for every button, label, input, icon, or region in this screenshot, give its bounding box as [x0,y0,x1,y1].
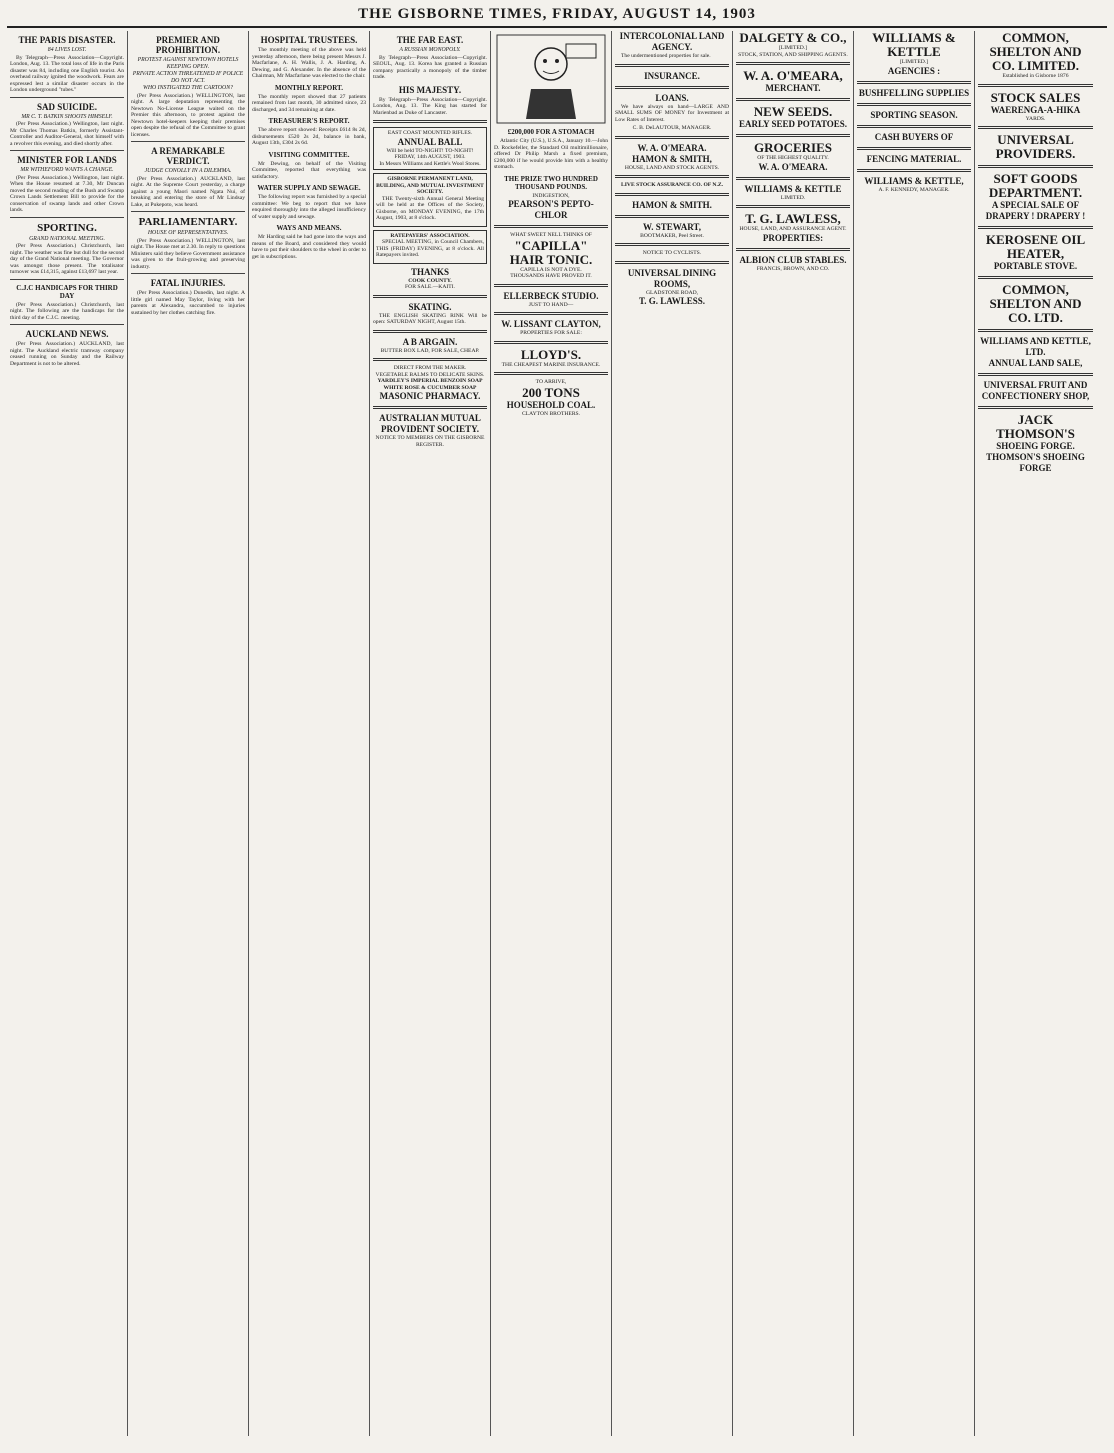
advert-universal-fruit-shop: UNIVERSAL FRUIT AND CONFECTIONERY SHOP, [981,380,1090,401]
advert-w-stewart: W. STEWART, [643,221,701,232]
advert-williams-kettle-footer: WILLIAMS & KETTLE, [864,175,964,186]
advert-direct-from-maker: DIRECT FROM THE MAKER. [393,365,467,371]
column-8: WILLIAMS & KETTLE [LIMITED.] AGENCIES : BUSHFELLING SUPPLIES SPORTING SEASON. CASH BUYERS OF FENCING MATERIAL. WILLIAMS & KETTLE, A. F. KENNEDY, MANAGER. [854,31,975,1436]
advert-ratepayers: RATEPAYERS' ASSOCIATION. SPECIAL MEETING, in Council Chambers, THIS (FRIDAY) EVENING, at 8 o'clock. All Ratepayers invited. [373,230,487,264]
newspaper-page [7,4,1107,1444]
columns [7,31,1107,1436]
column-4: THE FAR EAST. A RUSSIAN MONOPOLY. By Telegraph—Press Association—Copyright. SEOUL, Aug. 13. Korea has granted a Russian company practically a monopoly of the timber trade. HIS MAJESTY. By Telegraph—Press Association—Copyright. London, Aug. 13. The King has started for Marienbad as Duke of Lancaster. EAST COAST MOUNTED RIFLES. ANNUAL BALL Will be held TO-NIGHT! TO-NIGHT! FRIDAY, 14th AUGUST, 1903. In Messrs Williams and Kettle's Wool Stores. GISBORNE PERMANENT LAND, BUILDING, AND MUTUAL INVESTMENT SOCIETY. THE Twenty-sixth Annual General Meeting will be held at the Offices of the Society, Gisborne, on MONDAY EVENING, the 17th August, 1903, at 8 o'clock. RATEPAYERS' ASSOCIATION. SPECIAL MEETING, in Council Chambers, THIS (FRIDAY) EVENING, at 8 o'clock. All Ratepayers invited. THANKS COOK COUNTY. FOR SALE.—KAITI. SKATING. THE ENGLISH SKATING RINK Will be open: SATURDAY NIGHT, August 15th. A B ARGAIN. BUTTER BOX LAD, FOR SALE, CHEAP. DIRECT FROM THE MAKER. VEGETABLE BALMS TO DELICATE SKINS. YARDLEY'S IMPERIAL BENZOIN SOAP WHITE ROSE & CUCUMBER SOAP MASONIC PHARMACY. AUSTRALIAN MUTUAL PROVIDENT SOCIETY. NOTICE TO MEMBERS ON THE GISBORNE REGISTER. [370,31,491,1436]
article-body: (Per Press Association.) WELLINGTON, last night. The House met at 2.30. In reply to questions Ministers said they believe Government assistance was given to the fruit-growing and preserving industry. [131,237,245,270]
stomach-advert-illustration [496,34,606,124]
headline-sporting: SPORTING. [37,221,97,234]
column-7: DALGETY & CO., [LIMITED.] STOCK, STATION, AND SHIPPING AGENTS. W. A. O'MEARA, MERCHANT. NEW SEEDS. EARLY SEED POTATOES. GROCERIES OF THE HIGHEST QUALITY. W. A. O'MEARA. WILLIAMS & KETTLE LIMITED. T. G. LAWLESS, HOUSE, LAND, AND ASSURANCE AGENT. PROPERTIES: ALBION CLUB STABLES. FRANCIS, BROWN, AND CO. [733,31,854,1436]
advert-omeara: W. A. O'MEARA. [637,142,707,153]
advert-cook-county: COOK COUNTY. [408,277,452,284]
advert-amp-society: AUSTRALIAN MUTUAL PROVIDENT SOCIETY. [379,413,481,434]
advert-pepto-chlor: PEARSON'S PEPTO-CHLOR [508,199,594,220]
advert-notice-to-cyclists: NOTICE TO CYCLISTS. [642,250,702,256]
column-1 [7,31,128,1436]
advert-fencing-material: FENCING MATERIAL. [866,153,962,164]
advert-williams-kettle: WILLIAMS & KETTLE [744,183,842,194]
column-5: £200,000 FOR A STOMACH Atlantic City (U.S.), U.S.A., January 10.—John D. Rockefeller, the Standard Oil multimillionaire, offered Dr Philip Marsh a fixed premium, £200,000 if he would provide him with a healthy stomach. THE PRIZE TWO HUNDRED THOUSAND POUNDS. INDIGESTION, PEARSON'S PEPTO-CHLOR WHAT SWEET NELL THINKS OF "CAPILLA" HAIR TONIC. CAPILLA IS NOT A DYE. THOUSANDS HAVE PROVED IT. ELLERBECK STUDIO. JUST TO HAND— W. LISSANT CLAYTON, PROPERTIES FOR SALE: LLOYD'S. THE CHEAPEST MARINE INSURANCE. TO ARRIVE, 200 TONS HOUSEHOLD COAL. CLAYTON BROTHERS. [491,31,612,1436]
advert-omeara-merchant: W. A. O'MEARA, [743,68,843,83]
advert-annual-land-sale: WILLIAMS AND KETTLE, LTD. [980,336,1091,357]
article-body: (Per Press Association.) Dunedin, last night. A little girl named May Taylor, living with her parents at Alexandra, succumbed to injuries sustained by her clothes catching fire. [131,290,245,316]
advert-skating: SKATING. [408,301,452,312]
subhead: MR WITHEFORD WANTS A CHANGE. [20,167,114,173]
subhead: A RUSSIAN MONOPOLY. [399,47,461,53]
advert-lloyds: LLOYD'S. [520,346,582,362]
headline-paris-disaster: THE PARIS DISASTER. [18,35,116,45]
headline-cjc-handicaps: C.J.C HANDICAPS FOR THIRD DAY [16,283,118,300]
article-body: (Per Press Association.) Christchurch, last night. The weather was fine but dull for the second day of the Grand National meeting. The Governor was amongst those present. The totalisator turnover was £14,315, against £13,697 last year. [10,243,124,275]
advert-common-shelton: COMMON, SHELTON AND CO. LIMITED. [989,31,1082,73]
article-body: (Per Press Association.) WELLINGTON, last night. A large deputation representing the Newtown No-License League waited on the Premier this afternoon, to protest against the Newtown hotel-keepers keeping their premises open despite the refusal of the Committee to grant licenses. [131,92,245,138]
article-body: By Telegraph—Press Association—Copyright. London, Aug. 13. The King has started for Marienbad as Duke of Lancaster. [373,96,487,116]
advert-bargain: A B ARGAIN. [402,336,458,347]
headline-premier-prohibition: PREMIER AND PROHIBITION. [155,35,221,55]
article-body: Mr Dewing, on behalf of the Visiting Committee, reported that everything was satisfactory. [252,160,366,180]
subhead: GRAND NATIONAL MEETING. [29,235,105,242]
subheading-water-supply: WATER SUPPLY AND SEWAGE. [257,184,361,192]
subheading-ways-and-means: WAYS AND MEANS. [276,224,342,232]
advert-universal-providers: UNIVERSAL PROVIDERS. [995,132,1076,161]
article-body: Mr Harding said he had gone into the ways and means of the Board, and considered they would have to put their shoulders to the wheel in order to get in subscriptions. [252,234,366,260]
subheading-monthly-report: MONTHLY REPORT. [275,83,343,92]
article-body: By Telegraph—Press Association—Copyright. London, Aug. 13. The total loss of life in the Paris disaster was 84, including one English tourist. An overhead railway ignited the woodwork. Fears are expressed lest a similar disaster occurs in the London underground "tubes." [10,54,124,93]
headline-auckland-news: AUCKLAND NEWS. [25,329,109,339]
headline-fatal-injuries: FATAL INJURIES. [150,278,226,288]
article-body: The above report showed: Receipts £614 8s 2d, disbursements £520 2s 2d, balance in bank, August 13th, £304 2s 6d. [252,127,366,146]
advert-soft-goods: SOFT GOODS DEPARTMENT. [988,171,1083,200]
article-body: (Per Press Association.) Wellington, last night. Mr Charles Thomas Batkin, formerly Assistant-Controller and Auditor-General, shot himself with a revolver this evening, and died shortly after. [10,121,124,147]
article-body: (Per Press Association.) Wellington, last night. When the House resumed at 7.30, Mr Duncan moved the second reading of the Bush and Swamp Crown Lands Settlement Bill to provide for the conservation of swamp lands and other Crown lands. [10,174,124,213]
column-2 [128,31,249,1436]
advert-lawless: T. G. LAWLESS, [745,211,841,226]
advert-williams-kettle-agencies: WILLIAMS & KETTLE [872,31,956,59]
advert-capilla: "CAPILLA" [514,237,588,253]
headline-his-majesty: HIS MAJESTY. [398,84,462,95]
headline-remarkable-verdict: A REMARKABLE VERDICT. [151,146,225,166]
advert-hamon-smith: HAMON & SMITH. [632,199,712,210]
column-9: COMMON, SHELTON AND CO. LIMITED. Established in Gisborne 1876 STOCK SALES WAERENGA-A-HIKA YARDS. UNIVERSAL PROVIDERS. SOFT GOODS DEPARTMENT. A SPECIAL SALE OF DRAPERY ! DRAPERY ! KEROSENE OIL HEATER, PORTABLE STOVE. COMMON, SHELTON AND CO. LTD. WILLIAMS AND KETTLE, LTD. ANNUAL LAND SALE, UNIVERSAL FRUIT AND CONFECTIONERY SHOP, JACK THOMSON'S SHOEING FORGE. THOMSON'S SHOEING FORGE [975,31,1096,1436]
subhead: WHO INSTIGATED THE CARTOON? [142,85,234,91]
article-body: (Per Press Association.) AUCKLAND, last night. At the Supreme Court yesterday, a charge against a young Maori named Ngata Nui, of breaking and entering the store of Mr Lindsay Lake, at Pukepoto, was heard. [131,175,245,208]
advert-jack-thomson: JACK THOMSON'S [996,412,1075,441]
advert-200000-stomach: £200,000 FOR A STOMACH [507,128,595,136]
advert-stock-sales: STOCK SALES [990,89,1081,105]
advert-dalgety: DALGETY & CO., [739,31,847,45]
advert-insurance: INSURANCE. [644,70,700,81]
subhead: MR C. T. BATKIN SHOOTS HIMSELF. [21,113,113,120]
advert-kerosene-heater: KEROSENE OIL HEATER, [985,232,1086,261]
advert-loans: LOANS. [655,92,689,103]
column-3 [249,31,370,1436]
advert-mounted-rifles-ball: EAST COAST MOUNTED RIFLES. ANNUAL BALL Will be held TO-NIGHT! TO-NIGHT! FRIDAY, 14th AUGUST, 1903. In Messrs Williams and Kettle's Wool Stores. [373,127,487,170]
subhead: PRIVATE ACTION THREATENED IF POLICE DO NOT ACT. [132,71,244,84]
headline-far-east: THE FAR EAST. [396,35,464,45]
article-body: The monthly report showed that 27 patients remained from last month, 30 admitted since, 23 discharged, and 34 remaining at date. [252,93,366,113]
article-body: The monthly meeting of the above was held yesterday afternoon, there being present Messrs J. Macfarlane, A. H. Wallis, J. A. Harding, A. Dewing, and G. Alexander. In the absence of the Chairman, Mr Macfarlane was elected to the chair. [252,47,366,79]
masthead-title: THE GISBORNE TIMES, FRIDAY, AUGUST 14, 1903 [7,4,1107,28]
subheading-treasurers-report: TREASURER'S REPORT. [268,117,350,125]
headline-sad-suicide: SAD SUICIDE. [36,101,98,112]
advert-universal-dining-rooms: UNIVERSAL DINING ROOMS, [627,267,717,289]
advert-ellerbeck-studio: ELLERBECK STUDIO. [503,290,599,301]
headline-minister-for-lands: MINISTER FOR LANDS [17,155,117,165]
subhead: JUDGE CONOLLY IN A DILEMMA. [144,168,232,174]
advert-sporting-season: SPORTING SEASON. [870,109,958,120]
advert-new-seeds: NEW SEEDS. [753,104,833,119]
advert-lissant-clayton: W. LISSANT CLAYTON, [501,319,601,329]
article-body: By Telegraph—Press Association—Copyright. SEOUL, Aug. 13. Korea has granted a Russian company practically a monopoly of the timber trade. [373,54,487,80]
subhead: 84 LIVES LOST. [47,47,87,53]
advert-household-coal: TO ARRIVE, [535,379,567,385]
advert-bushfelling-supplies: BUSHFELLING SUPPLIES [858,87,970,98]
article-body: The following report was furnished by a special committee: We beg to report that we have enquired thoroughly into the alleged insufficiency of water supply and sewage. [252,194,366,220]
advert-permanent-building-society: GISBORNE PERMANENT LAND, BUILDING, AND MUTUAL INVESTMENT SOCIETY. THE Twenty-sixth Annual General Meeting will be held at the Offices of the Society, Gisborne, on MONDAY EVENING, the 17th August, 1903, at 8 o'clock. [373,173,487,227]
headline-hospital-trustees: HOSPITAL TRUSTEES. [260,35,358,45]
headline-parliamentary: PARLIAMENTARY. [138,216,238,228]
article-body: (Per Press Association.) Christchurch, last night. The following are the handicaps for the third day of the C.J.C. meeting. [10,301,124,321]
subhead: HOUSE OF REPRESENTATIVES. [147,230,229,236]
column-6: INTERCOLONIAL LAND AGENCY. The undermentioned properties for sale. INSURANCE. LOANS. We have always on hand—LARGE AND SMALL SUMS OF MONEY for Investment at Low Rates of Interest. C. B. DeLAUTOUR, MANAGER. W. A. O'MEARA. HAMON & SMITH, HOUSE, LAND AND STOCK AGENTS. LIVE STOCK ASSURANCE CO. OF N.Z. HAMON & SMITH. W. STEWART, BOOTMAKER, Peel Street. NOTICE TO CYCLISTS. UNIVERSAL DINING ROOMS, GLADSTONE ROAD, T. G. LAWLESS. [612,31,733,1436]
advert-intercolonial-land-agency: INTERCOLONIAL LAND AGENCY. [619,31,725,52]
advert-for-sale-kaiti: FOR SALE.—KAITI. [405,284,455,290]
advert-thanks: THANKS [410,266,449,277]
advert-live-stock-assurance: LIVE STOCK ASSURANCE CO. OF N.Z. [621,182,723,188]
subhead: PROTEST AGAINST NEWTOWN HOTELS KEEPING OPEN. [137,57,239,70]
subheading-visiting-committee: VISITING COMMITTEE. [268,150,350,159]
advert-cash-buyers: CASH BUYERS OF [874,131,954,142]
advert-albion-club-stables: ALBION CLUB STABLES. [739,254,847,265]
advert-groceries: GROCERIES [753,140,833,155]
article-body: (Per Press Association.) AUCKLAND, last night. The Auckland electric tramway company ceased running on Sunday and the Railway Department is not to be altered. [10,341,124,367]
advert-common-shelton-2: COMMON, SHELTON AND CO. LTD. [989,282,1082,325]
